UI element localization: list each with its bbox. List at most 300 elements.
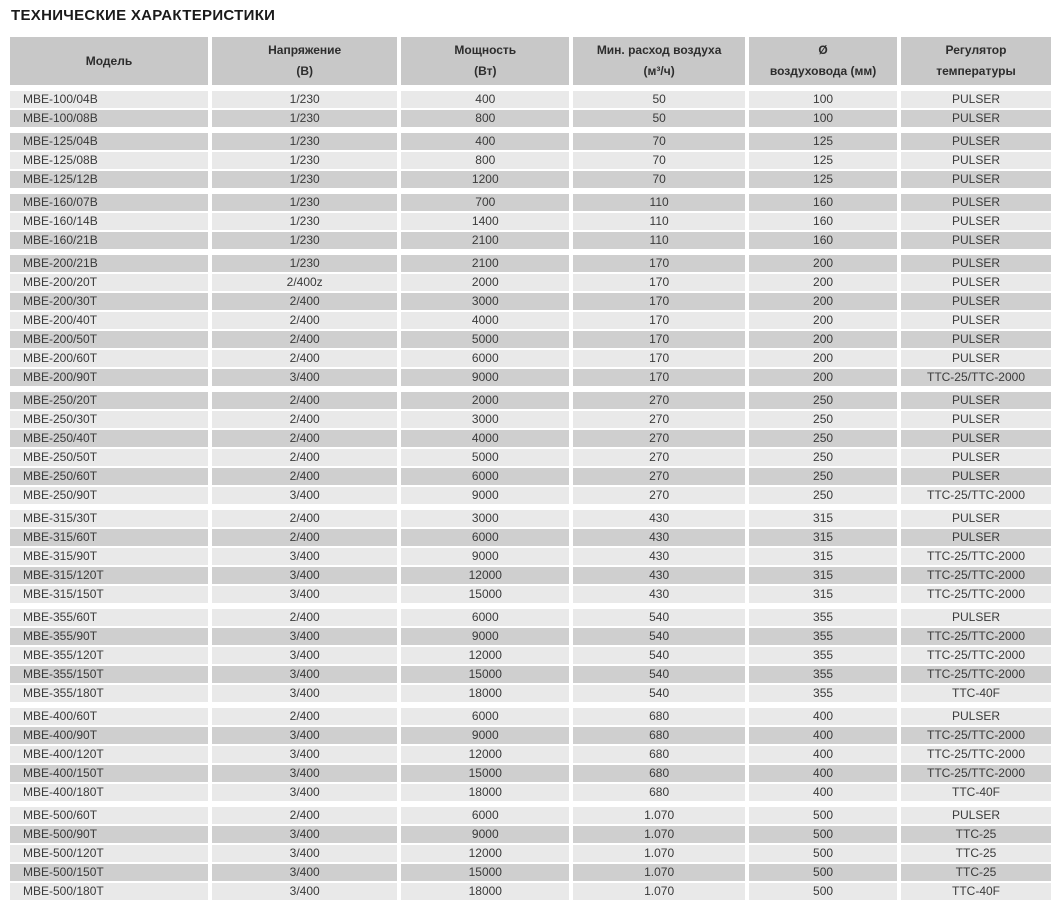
cell-airflow: 1.070 xyxy=(573,883,749,900)
cell-voltage: 2/400 xyxy=(212,411,401,428)
cell-voltage: 2/400 xyxy=(212,510,401,527)
table-row xyxy=(10,487,1051,504)
cell-regulator: PULSER xyxy=(901,133,1051,150)
table-row xyxy=(10,331,1051,348)
cell-diameter: 500 xyxy=(749,864,901,881)
model-group xyxy=(10,392,1051,504)
cell-airflow: 110 xyxy=(573,232,749,249)
table-row xyxy=(10,449,1051,466)
cell-model: MBE-100/04B xyxy=(10,91,212,108)
cell-power: 9000 xyxy=(401,628,573,645)
cell-airflow: 430 xyxy=(573,567,749,584)
cell-power: 18000 xyxy=(401,784,573,801)
table-row xyxy=(10,213,1051,230)
cell-power: 12000 xyxy=(401,647,573,664)
cell-model: MBE-315/60T xyxy=(10,529,212,546)
table-row xyxy=(10,864,1051,881)
cell-voltage: 2/400 xyxy=(212,331,401,348)
cell-regulator: TTC-25/TTC-2000 xyxy=(901,369,1051,386)
table-row xyxy=(10,133,1051,150)
cell-power: 2100 xyxy=(401,232,573,249)
table-row xyxy=(10,110,1051,127)
cell-airflow: 540 xyxy=(573,647,749,664)
cell-airflow: 50 xyxy=(573,91,749,108)
cell-model: MBE-125/04B xyxy=(10,133,212,150)
cell-model: MBE-400/60T xyxy=(10,708,212,725)
cell-diameter: 250 xyxy=(749,468,901,485)
cell-power: 5000 xyxy=(401,331,573,348)
cell-voltage: 3/400 xyxy=(212,864,401,881)
cell-voltage: 3/400 xyxy=(212,567,401,584)
cell-model: MBE-315/150T xyxy=(10,586,212,603)
model-group xyxy=(10,133,1051,188)
cell-airflow: 1.070 xyxy=(573,807,749,824)
cell-diameter: 100 xyxy=(749,91,901,108)
cell-regulator: PULSER xyxy=(901,449,1051,466)
cell-airflow: 1.070 xyxy=(573,826,749,843)
table-row xyxy=(10,411,1051,428)
cell-airflow: 540 xyxy=(573,685,749,702)
cell-power: 800 xyxy=(401,152,573,169)
cell-airflow: 430 xyxy=(573,510,749,527)
cell-model: MBE-200/60T xyxy=(10,350,212,367)
cell-power: 6000 xyxy=(401,350,573,367)
cell-model: MBE-400/150T xyxy=(10,765,212,782)
cell-airflow: 680 xyxy=(573,746,749,763)
cell-regulator: TTC-40F xyxy=(901,685,1051,702)
header-diameter-line1: Ø xyxy=(818,43,828,57)
table-row xyxy=(10,232,1051,249)
table-row xyxy=(10,628,1051,645)
table-row xyxy=(10,883,1051,900)
cell-voltage: 1/230 xyxy=(212,152,401,169)
cell-power: 400 xyxy=(401,91,573,108)
cell-regulator: TTC-25/TTC-2000 xyxy=(901,666,1051,683)
header-cell-diameter xyxy=(749,37,901,85)
cell-model: MBE-160/07B xyxy=(10,194,212,211)
cell-airflow: 170 xyxy=(573,312,749,329)
cell-voltage: 3/400 xyxy=(212,685,401,702)
cell-power: 5000 xyxy=(401,449,573,466)
cell-regulator: PULSER xyxy=(901,213,1051,230)
cell-power: 2000 xyxy=(401,274,573,291)
cell-diameter: 250 xyxy=(749,392,901,409)
cell-model: MBE-315/30T xyxy=(10,510,212,527)
cell-model: MBE-500/90T xyxy=(10,826,212,843)
cell-regulator: PULSER xyxy=(901,152,1051,169)
model-group xyxy=(10,609,1051,702)
cell-power: 9000 xyxy=(401,826,573,843)
cell-model: MBE-500/180T xyxy=(10,883,212,900)
cell-power: 18000 xyxy=(401,883,573,900)
cell-airflow: 110 xyxy=(573,194,749,211)
header-cell-regulator xyxy=(901,37,1051,85)
cell-voltage: 1/230 xyxy=(212,133,401,150)
cell-airflow: 270 xyxy=(573,449,749,466)
cell-regulator: PULSER xyxy=(901,194,1051,211)
cell-regulator: TTC-25/TTC-2000 xyxy=(901,647,1051,664)
cell-power: 3000 xyxy=(401,293,573,310)
cell-power: 4000 xyxy=(401,430,573,447)
cell-airflow: 270 xyxy=(573,411,749,428)
cell-power: 12000 xyxy=(401,567,573,584)
cell-model: MBE-200/20T xyxy=(10,274,212,291)
cell-diameter: 160 xyxy=(749,232,901,249)
header-cell-model xyxy=(10,37,212,85)
cell-voltage: 3/400 xyxy=(212,666,401,683)
header-diameter-line2: воздуховода (мм) xyxy=(769,64,877,78)
header-cell-airflow xyxy=(573,37,749,85)
cell-model: MBE-200/50T xyxy=(10,331,212,348)
cell-model: MBE-125/08B xyxy=(10,152,212,169)
cell-diameter: 315 xyxy=(749,548,901,565)
cell-diameter: 250 xyxy=(749,449,901,466)
table-row xyxy=(10,807,1051,824)
header-airflow-line1: Мин. расход воздуха xyxy=(596,43,722,57)
table-row xyxy=(10,194,1051,211)
table-row xyxy=(10,293,1051,310)
header-model-line1: Модель xyxy=(85,53,133,68)
cell-voltage: 2/400 xyxy=(212,449,401,466)
cell-voltage: 3/400 xyxy=(212,746,401,763)
cell-power: 3000 xyxy=(401,510,573,527)
cell-voltage: 2/400 xyxy=(212,708,401,725)
cell-power: 12000 xyxy=(401,746,573,763)
model-group xyxy=(10,255,1051,386)
header-cell-power xyxy=(401,37,573,85)
model-group xyxy=(10,510,1051,603)
cell-voltage: 3/400 xyxy=(212,826,401,843)
cell-regulator: TTC-25/TTC-2000 xyxy=(901,548,1051,565)
cell-model: MBE-355/90T xyxy=(10,628,212,645)
cell-airflow: 540 xyxy=(573,609,749,626)
cell-model: MBE-125/12B xyxy=(10,171,212,188)
cell-power: 15000 xyxy=(401,765,573,782)
cell-diameter: 400 xyxy=(749,727,901,744)
cell-power: 12000 xyxy=(401,845,573,862)
cell-airflow: 270 xyxy=(573,487,749,504)
cell-power: 1400 xyxy=(401,213,573,230)
cell-regulator: PULSER xyxy=(901,110,1051,127)
model-group xyxy=(10,807,1051,900)
cell-power: 700 xyxy=(401,194,573,211)
table-body xyxy=(10,91,1051,900)
cell-regulator: PULSER xyxy=(901,312,1051,329)
table-row xyxy=(10,567,1051,584)
cell-regulator: TTC-40F xyxy=(901,784,1051,801)
cell-power: 15000 xyxy=(401,864,573,881)
table-row xyxy=(10,727,1051,744)
table-header xyxy=(10,37,1051,85)
cell-diameter: 160 xyxy=(749,213,901,230)
cell-diameter: 355 xyxy=(749,647,901,664)
cell-airflow: 50 xyxy=(573,110,749,127)
cell-airflow: 70 xyxy=(573,133,749,150)
cell-airflow: 170 xyxy=(573,274,749,291)
cell-diameter: 100 xyxy=(749,110,901,127)
cell-voltage: 1/230 xyxy=(212,194,401,211)
cell-airflow: 270 xyxy=(573,392,749,409)
cell-model: MBE-315/120T xyxy=(10,567,212,584)
cell-diameter: 355 xyxy=(749,609,901,626)
cell-model: MBE-400/120T xyxy=(10,746,212,763)
cell-model: MBE-500/120T xyxy=(10,845,212,862)
cell-voltage: 3/400 xyxy=(212,586,401,603)
cell-voltage: 3/400 xyxy=(212,487,401,504)
cell-power: 2100 xyxy=(401,255,573,272)
cell-model: MBE-500/150T xyxy=(10,864,212,881)
cell-airflow: 70 xyxy=(573,152,749,169)
cell-model: MBE-250/30T xyxy=(10,411,212,428)
cell-power: 6000 xyxy=(401,468,573,485)
cell-voltage: 1/230 xyxy=(212,91,401,108)
table-row xyxy=(10,255,1051,272)
cell-diameter: 400 xyxy=(749,708,901,725)
cell-voltage: 2/400 xyxy=(212,807,401,824)
cell-voltage: 3/400 xyxy=(212,784,401,801)
cell-voltage: 2/400 xyxy=(212,529,401,546)
cell-airflow: 430 xyxy=(573,586,749,603)
cell-airflow: 170 xyxy=(573,255,749,272)
cell-voltage: 2/400 xyxy=(212,430,401,447)
cell-diameter: 200 xyxy=(749,312,901,329)
cell-airflow: 170 xyxy=(573,350,749,367)
cell-power: 800 xyxy=(401,110,573,127)
cell-diameter: 500 xyxy=(749,807,901,824)
cell-diameter: 125 xyxy=(749,133,901,150)
cell-voltage: 3/400 xyxy=(212,647,401,664)
cell-power: 4000 xyxy=(401,312,573,329)
table-row xyxy=(10,369,1051,386)
cell-airflow: 270 xyxy=(573,468,749,485)
table-row xyxy=(10,826,1051,843)
cell-voltage: 2/400 xyxy=(212,350,401,367)
cell-airflow: 1.070 xyxy=(573,845,749,862)
cell-regulator: PULSER xyxy=(901,807,1051,824)
table-row xyxy=(10,350,1051,367)
cell-power: 15000 xyxy=(401,586,573,603)
cell-regulator: PULSER xyxy=(901,468,1051,485)
cell-airflow: 680 xyxy=(573,784,749,801)
cell-voltage: 2/400 xyxy=(212,468,401,485)
table-row xyxy=(10,91,1051,108)
table-row xyxy=(10,784,1051,801)
model-group xyxy=(10,194,1051,249)
table-row xyxy=(10,312,1051,329)
cell-model: MBE-200/40T xyxy=(10,312,212,329)
cell-power: 9000 xyxy=(401,487,573,504)
cell-regulator: PULSER xyxy=(901,708,1051,725)
cell-diameter: 160 xyxy=(749,194,901,211)
cell-model: MBE-250/40T xyxy=(10,430,212,447)
header-regulator-line1: Регулятор xyxy=(945,43,1007,57)
cell-diameter: 500 xyxy=(749,883,901,900)
cell-voltage: 2/400 xyxy=(212,609,401,626)
cell-diameter: 500 xyxy=(749,845,901,862)
model-group xyxy=(10,91,1051,127)
cell-model: MBE-400/90T xyxy=(10,727,212,744)
cell-diameter: 125 xyxy=(749,171,901,188)
cell-regulator: TTC-25/TTC-2000 xyxy=(901,487,1051,504)
header-power-line2: (Вт) xyxy=(474,64,497,78)
cell-airflow: 430 xyxy=(573,548,749,565)
table-row xyxy=(10,666,1051,683)
cell-voltage: 1/230 xyxy=(212,255,401,272)
table-row xyxy=(10,765,1051,782)
cell-regulator: PULSER xyxy=(901,255,1051,272)
cell-model: MBE-160/14B xyxy=(10,213,212,230)
table-row xyxy=(10,647,1051,664)
cell-power: 6000 xyxy=(401,609,573,626)
cell-power: 6000 xyxy=(401,529,573,546)
cell-diameter: 200 xyxy=(749,293,901,310)
cell-regulator: TTC-25/TTC-2000 xyxy=(901,746,1051,763)
cell-regulator: TTC-25/TTC-2000 xyxy=(901,567,1051,584)
cell-diameter: 355 xyxy=(749,685,901,702)
cell-regulator: TTC-25/TTC-2000 xyxy=(901,727,1051,744)
cell-regulator: PULSER xyxy=(901,293,1051,310)
cell-model: MBE-250/90T xyxy=(10,487,212,504)
cell-airflow: 170 xyxy=(573,293,749,310)
cell-regulator: TTC-25 xyxy=(901,864,1051,881)
cell-diameter: 200 xyxy=(749,350,901,367)
table-row xyxy=(10,152,1051,169)
cell-regulator: TTC-40F xyxy=(901,883,1051,900)
header-voltage-line2: (В) xyxy=(296,64,314,78)
table-row xyxy=(10,510,1051,527)
table-row xyxy=(10,548,1051,565)
model-group xyxy=(10,708,1051,801)
cell-model: MBE-250/50T xyxy=(10,449,212,466)
cell-model: MBE-315/90T xyxy=(10,548,212,565)
cell-regulator: TTC-25/TTC-2000 xyxy=(901,765,1051,782)
cell-model: MBE-200/90T xyxy=(10,369,212,386)
cell-diameter: 200 xyxy=(749,369,901,386)
cell-power: 6000 xyxy=(401,708,573,725)
spec-table xyxy=(10,37,1051,900)
cell-airflow: 170 xyxy=(573,369,749,386)
cell-power: 400 xyxy=(401,133,573,150)
cell-voltage: 2/400 xyxy=(212,312,401,329)
cell-voltage: 3/400 xyxy=(212,628,401,645)
cell-power: 1200 xyxy=(401,171,573,188)
cell-regulator: PULSER xyxy=(901,609,1051,626)
table-row xyxy=(10,529,1051,546)
cell-regulator: PULSER xyxy=(901,350,1051,367)
table-row xyxy=(10,392,1051,409)
cell-diameter: 355 xyxy=(749,666,901,683)
cell-regulator: PULSER xyxy=(901,411,1051,428)
cell-diameter: 250 xyxy=(749,430,901,447)
cell-voltage: 1/230 xyxy=(212,232,401,249)
cell-diameter: 315 xyxy=(749,529,901,546)
cell-diameter: 355 xyxy=(749,628,901,645)
table-row xyxy=(10,746,1051,763)
cell-diameter: 250 xyxy=(749,411,901,428)
cell-power: 9000 xyxy=(401,727,573,744)
header-cell-voltage xyxy=(212,37,401,85)
cell-airflow: 680 xyxy=(573,765,749,782)
cell-model: MBE-355/180T xyxy=(10,685,212,702)
cell-power: 2000 xyxy=(401,392,573,409)
cell-regulator: PULSER xyxy=(901,529,1051,546)
cell-regulator: PULSER xyxy=(901,430,1051,447)
cell-power: 15000 xyxy=(401,666,573,683)
cell-regulator: PULSER xyxy=(901,331,1051,348)
cell-airflow: 430 xyxy=(573,529,749,546)
cell-airflow: 540 xyxy=(573,666,749,683)
cell-diameter: 400 xyxy=(749,765,901,782)
cell-power: 9000 xyxy=(401,548,573,565)
cell-model: MBE-355/150T xyxy=(10,666,212,683)
cell-airflow: 270 xyxy=(573,430,749,447)
cell-model: MBE-500/60T xyxy=(10,807,212,824)
cell-model: MBE-400/180T xyxy=(10,784,212,801)
cell-voltage: 3/400 xyxy=(212,548,401,565)
cell-regulator: PULSER xyxy=(901,274,1051,291)
cell-voltage: 2/400 xyxy=(212,293,401,310)
table-row xyxy=(10,845,1051,862)
table-row xyxy=(10,708,1051,725)
cell-diameter: 315 xyxy=(749,567,901,584)
table-row xyxy=(10,685,1051,702)
cell-voltage: 2/400 xyxy=(212,392,401,409)
cell-model: MBE-250/60T xyxy=(10,468,212,485)
table-row xyxy=(10,430,1051,447)
cell-power: 6000 xyxy=(401,807,573,824)
cell-diameter: 200 xyxy=(749,255,901,272)
table-row xyxy=(10,609,1051,626)
cell-model: MBE-250/20T xyxy=(10,392,212,409)
cell-diameter: 200 xyxy=(749,274,901,291)
cell-airflow: 680 xyxy=(573,727,749,744)
cell-regulator: PULSER xyxy=(901,91,1051,108)
table-row xyxy=(10,586,1051,603)
cell-voltage: 3/400 xyxy=(212,883,401,900)
cell-diameter: 125 xyxy=(749,152,901,169)
cell-voltage: 3/400 xyxy=(212,369,401,386)
cell-regulator: PULSER xyxy=(901,232,1051,249)
cell-airflow: 680 xyxy=(573,708,749,725)
cell-airflow: 540 xyxy=(573,628,749,645)
header-regulator-line2: температуры xyxy=(936,64,1016,78)
cell-diameter: 400 xyxy=(749,746,901,763)
cell-diameter: 200 xyxy=(749,331,901,348)
table-row xyxy=(10,171,1051,188)
cell-voltage: 1/230 xyxy=(212,213,401,230)
cell-model: MBE-200/21B xyxy=(10,255,212,272)
cell-diameter: 400 xyxy=(749,784,901,801)
table-row xyxy=(10,468,1051,485)
cell-model: MBE-200/30T xyxy=(10,293,212,310)
cell-regulator: TTC-25/TTC-2000 xyxy=(901,586,1051,603)
cell-airflow: 70 xyxy=(573,171,749,188)
cell-regulator: TTC-25 xyxy=(901,845,1051,862)
cell-airflow: 110 xyxy=(573,213,749,230)
cell-model: MBE-100/08B xyxy=(10,110,212,127)
cell-regulator: TTC-25/TTC-2000 xyxy=(901,628,1051,645)
cell-voltage: 3/400 xyxy=(212,727,401,744)
header-voltage-line1: Напряжение xyxy=(268,43,342,57)
cell-voltage: 3/400 xyxy=(212,765,401,782)
cell-diameter: 315 xyxy=(749,510,901,527)
cell-power: 9000 xyxy=(401,369,573,386)
cell-regulator: TTC-25 xyxy=(901,826,1051,843)
cell-model: MBE-355/60T xyxy=(10,609,212,626)
cell-voltage: 1/230 xyxy=(212,171,401,188)
cell-model: MBE-160/21B xyxy=(10,232,212,249)
cell-regulator: PULSER xyxy=(901,392,1051,409)
